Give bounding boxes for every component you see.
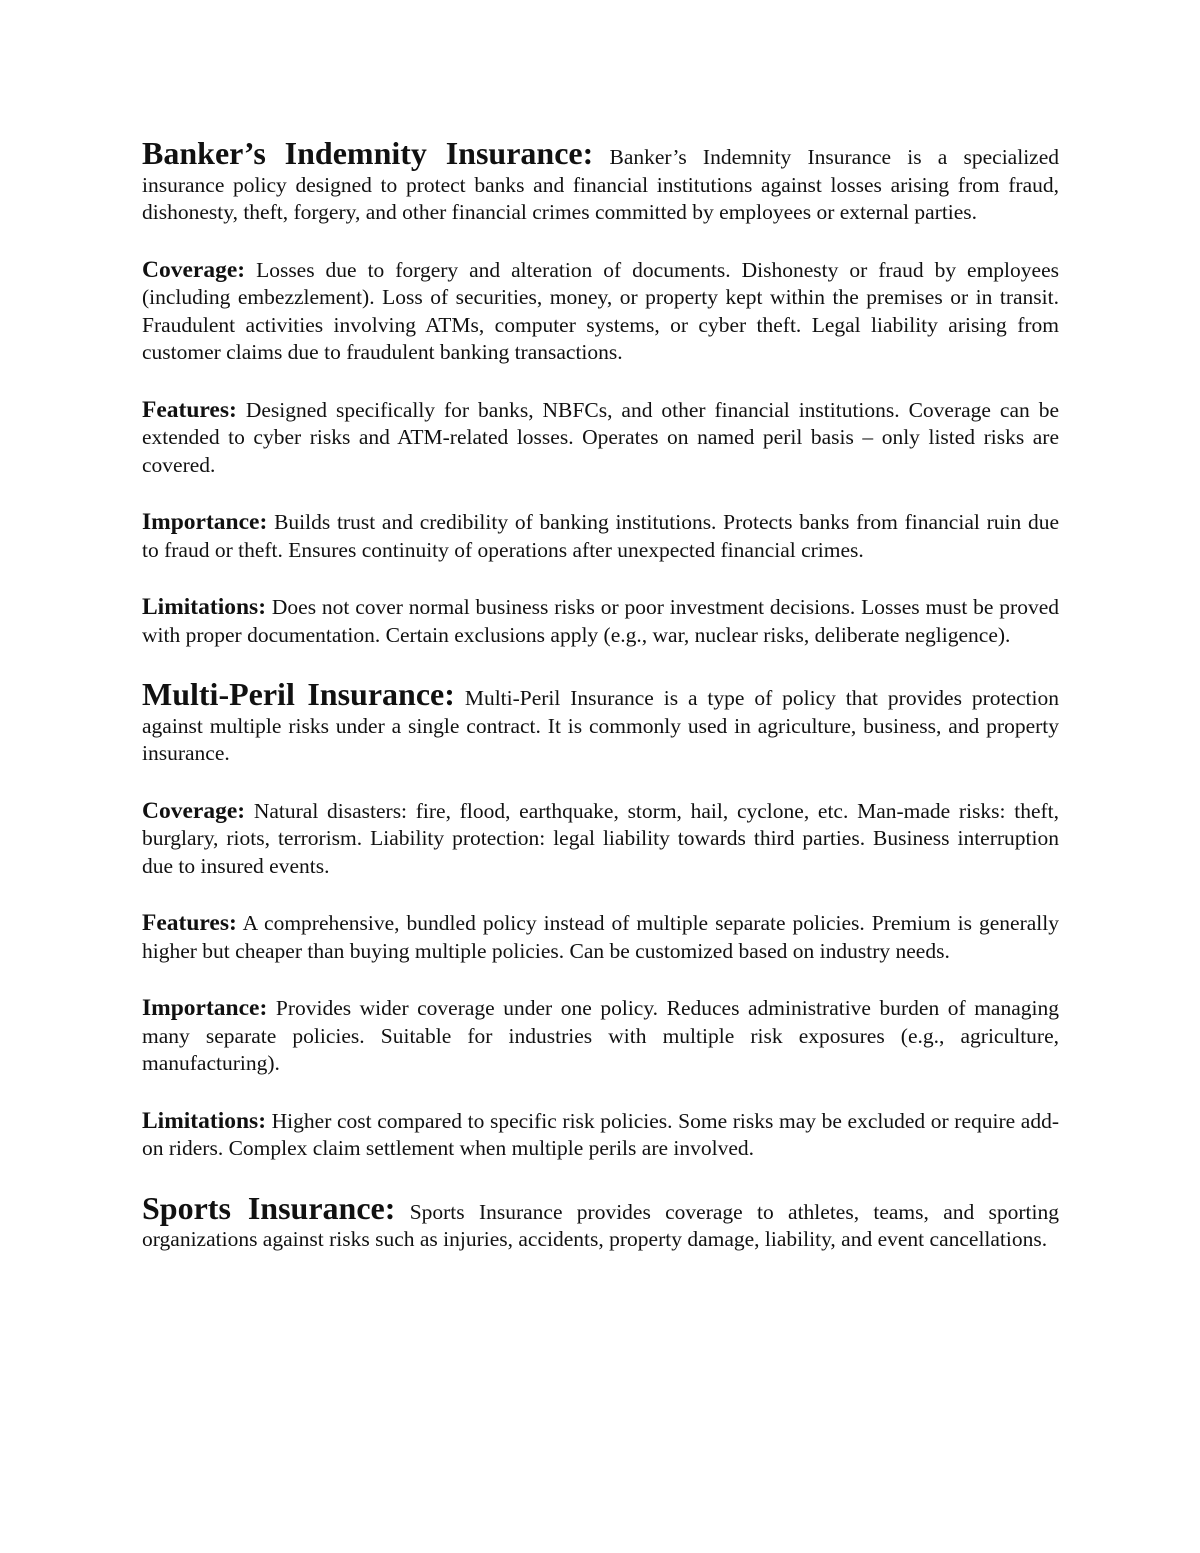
bankers-limitations — [142, 594, 1059, 649]
limitations-label: Limitations: — [142, 1107, 267, 1134]
limitations-label: Limitations: — [142, 594, 267, 620]
multi-peril-features — [142, 910, 1059, 965]
coverage-text: Losses due to forgery and alteration of documents. Dishonesty or fraud by employees (including embezzlement). Loss of securities, money, or property kept within the premises or in transit. Fraudulent activities involving ATMs, computer systems, or cyber theft. Legal liability arising from customer claims due to fraudulent banking transactions. — [142, 257, 1059, 364]
limitations-text: Higher cost compared to specific risk policies. Some risks may be excluded or require add-on riders. Complex claim settlement when multiple perils are involved. — [142, 1108, 1059, 1160]
document-page — [142, 135, 1060, 1254]
importance-text: Provides wider coverage under one policy. Reduces administrative burden of managing many separate policies. Suitable for industries with multiple risk exposures (e.g., agriculture, manufacturing). — [142, 996, 1059, 1075]
bankers-coverage — [142, 257, 1059, 367]
section-title: Banker’s Indemnity Insurance: — [142, 135, 594, 171]
limitations-text: Does not cover normal business risks or poor investment decisions. Losses must be proved with proper documentation. Certain exclusions apply (e.g., war, nuclear risks, deliberate negligence). — [142, 595, 1059, 647]
multi-peril-intro — [142, 676, 1060, 768]
coverage-label: Coverage: — [142, 797, 246, 824]
coverage-text: Natural disasters: fire, flood, earthquake, storm, hail, cyclone, etc. Man-made risks: theft, burglary, riots, terrorism. Liability protection: legal liability towards third parties. Business interruption due to insured events. — [142, 798, 1060, 878]
features-label: Features: — [142, 910, 237, 936]
coverage-label: Coverage: — [142, 256, 246, 283]
bankers-features — [142, 397, 1059, 480]
section-title: Sports Insurance: — [142, 1189, 396, 1226]
features-text: Designed specifically for banks, NBFCs, and other financial institutions. Coverage can be extended to cyber risks and ATM-related losses. Operates on named peril basis – only listed risks are covered. — [142, 397, 1060, 477]
features-label: Features: — [142, 396, 237, 423]
section-intro-text: Multi-Peril Insurance is a type of policy that provides protection against multiple risks under a single contract. It is commonly used in agriculture, business, and property insurance. — [142, 686, 1060, 765]
importance-label: Importance: — [142, 995, 268, 1021]
bankers-importance — [142, 509, 1059, 564]
multi-peril-coverage — [142, 798, 1059, 881]
multi-peril-importance — [142, 995, 1059, 1078]
sports-insurance-intro — [142, 1189, 1059, 1254]
section-title: Multi-Peril Insurance: — [142, 676, 455, 712]
bankers-indemnity-intro — [142, 135, 1060, 227]
importance-text: Builds trust and credibility of banking institutions. Protects banks from financial ruin due to fraud or theft. Ensures continuity of operations after unexpected financial crimes. — [142, 510, 1059, 562]
importance-label: Importance: — [142, 509, 268, 535]
section-intro-text: Banker’s Indemnity Insurance is a specialized insurance policy designed to protect banks and financial institutions against losses arising from fraud, dishonesty, theft, forgery, and other financial crimes committed by employees or external parties. — [142, 145, 1060, 224]
section-intro-text: Sports Insurance provides coverage to athletes, teams, and sporting organizations against risks such as injuries, accidents, property damage, liability, and event cancellations. — [142, 1199, 1059, 1251]
features-text: A comprehensive, bundled policy instead of multiple separate policies. Premium is generally higher but cheaper than buying multiple policies. Can be customized based on industry needs. — [142, 911, 1059, 963]
multi-peril-limitations — [142, 1108, 1059, 1163]
